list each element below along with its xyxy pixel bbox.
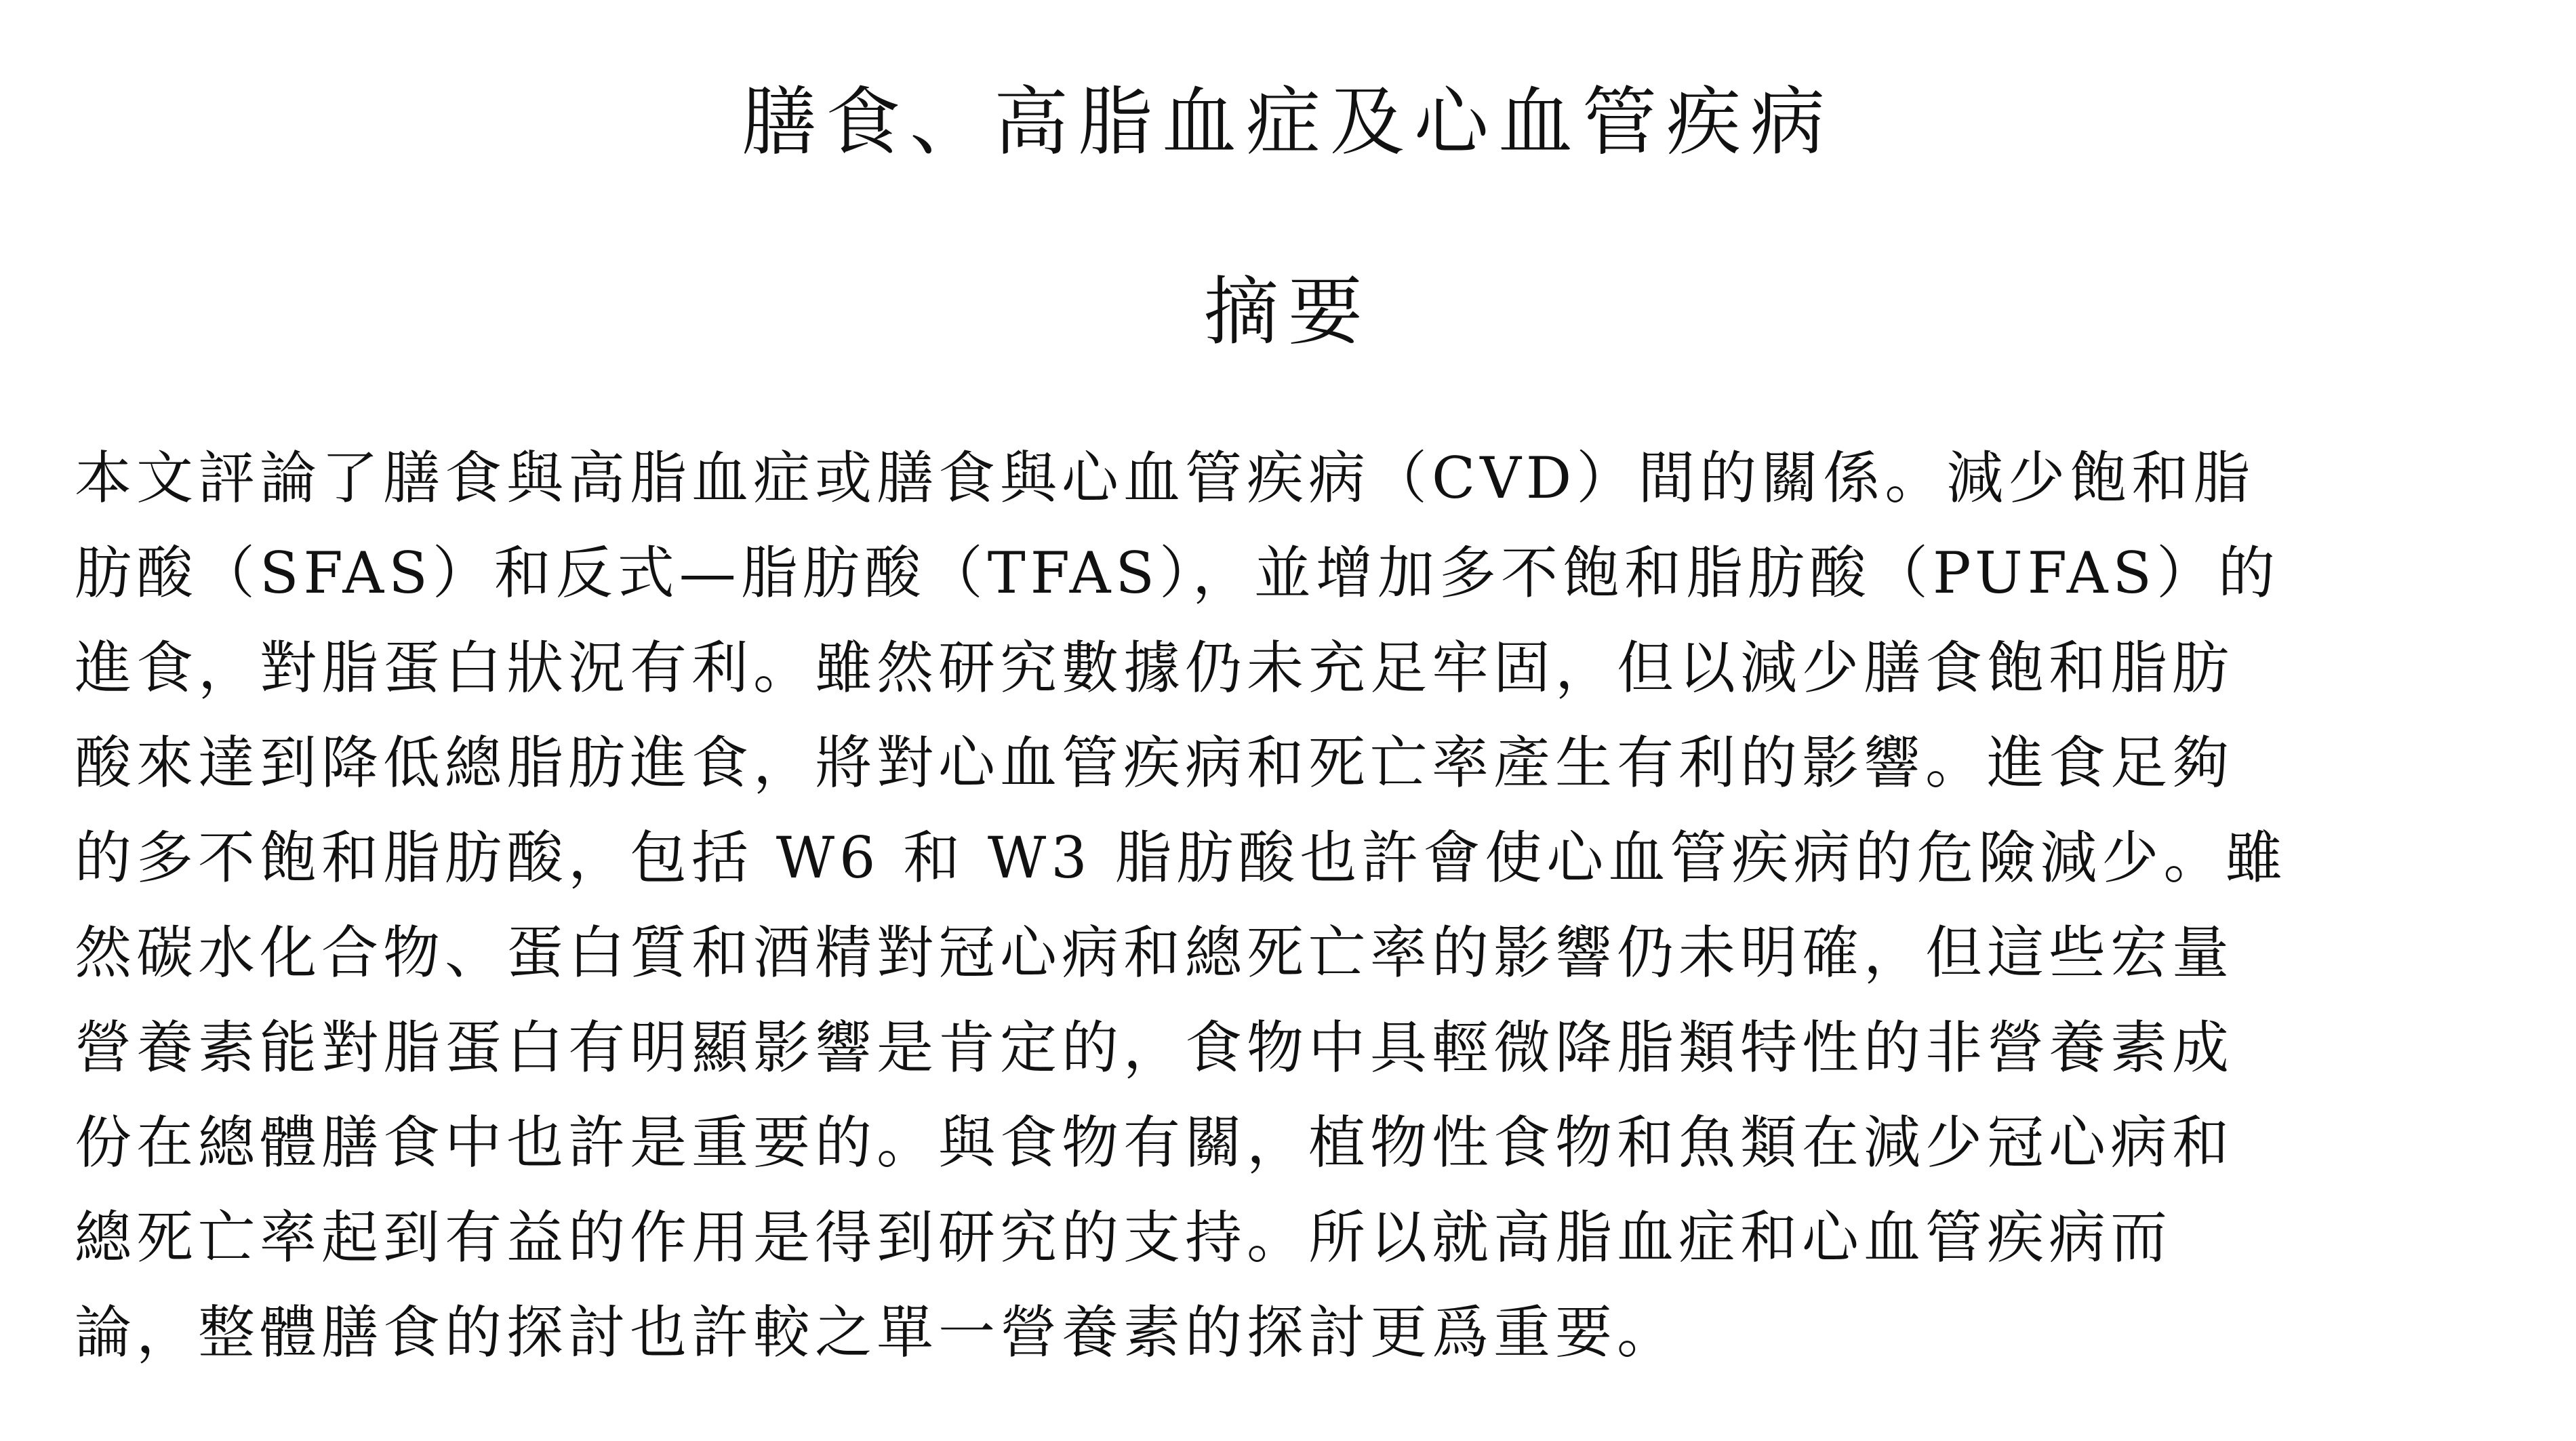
abstract-line: 總死亡率起到有益的作用是得到研究的支持。所以就高脂血症和心血管疾病而 — [75, 1204, 2173, 1271]
abstract-line: 進食，對脂蛋白狀況有利。雖然研究數據仍未充足牢固，但以減少膳食飽和脂肪 — [75, 635, 2234, 701]
abstract-body — [75, 431, 2515, 1380]
abstract-heading: 摘要 — [1204, 269, 1372, 355]
abstract-line: 本文評論了膳食與高脂血症或膳食與心血管疾病（CVD）間的關係。減少飽和脂 — [75, 445, 2255, 511]
abstract-line: 酸來達到降低總脂肪進食，將對心血管疾病和死亡率產生有利的影響。進食足夠 — [75, 730, 2234, 796]
document-title: 膳食、高脂血症及心血管疾病 — [742, 79, 1834, 165]
abstract-line: 論，整體膳食的探討也許較之單一營養素的探討更爲重要。 — [75, 1299, 1679, 1366]
abstract-line: 份在總體膳食中也許是重要的。與食物有關，植物性食物和魚類在減少冠心病和 — [75, 1109, 2234, 1176]
abstract-line: 營養素能對脂蛋白有明顯影響是肯定的，食物中具輕微降脂類特性的非營養素成 — [75, 1014, 2234, 1081]
abstract-line: 肪酸（SFAS）和反式—脂肪酸（TFAS），並增加多不飽和脂肪酸（PUFAS）的 — [75, 540, 2280, 606]
abstract-line: 的多不飽和脂肪酸，包括 W6 和 W3 脂肪酸也許會使心血管疾病的危險減少。雖 — [75, 825, 2287, 891]
abstract-line: 然碳水化合物、蛋白質和酒精對冠心病和總死亡率的影響仍未明確，但這些宏量 — [75, 920, 2234, 986]
